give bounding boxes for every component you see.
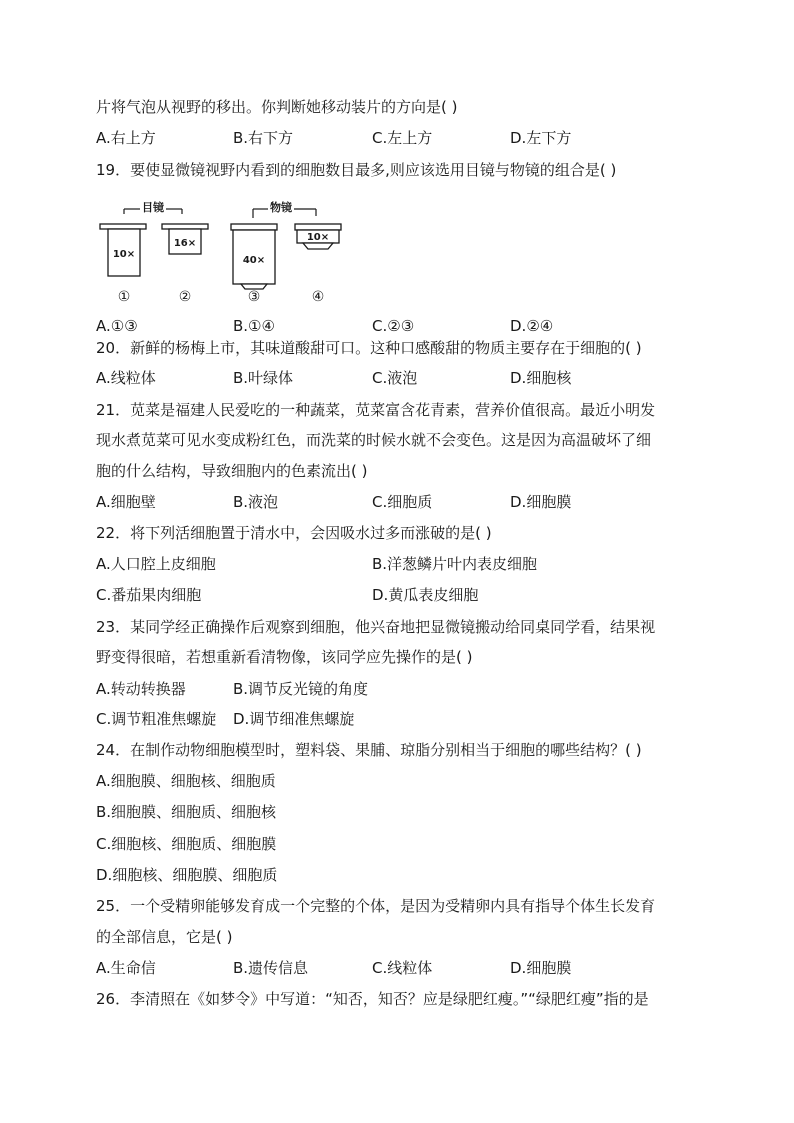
q20-option-b: B.叶绿体 (233, 369, 294, 387)
lens-number-2: ② (178, 289, 192, 305)
q23-option-c: C.调节粗准焦螺旋 (96, 710, 217, 728)
lens-number-3: ③ (247, 289, 261, 305)
q24-option-a: A.细胞膜、细胞核、细胞质 (96, 772, 276, 790)
microscope-lens-figure (96, 194, 356, 306)
q20-option-d: D.细胞核 (510, 369, 572, 387)
q18-option-b: B.右下方 (233, 129, 294, 147)
eyepiece-1-mag: 10× (112, 249, 136, 260)
q18-text: 片将气泡从视野的移出。你判断她移动装片的方向是( ) (96, 98, 458, 116)
q24-text: 24．在制作动物细胞模型时，塑料袋、果脯、琼脂分别相当于细胞的哪些结构？( ) (96, 741, 642, 759)
q23-text-line2: 野变得很暗，若想重新看清物像，该同学应先操作的是( ) (96, 648, 473, 666)
objective-label: 物镜 (270, 201, 292, 214)
q25-option-d: D.细胞膜 (510, 959, 572, 977)
q22-option-d: D.黄瓜表皮细胞 (372, 586, 479, 604)
q24-option-b: B.细胞膜、细胞质、细胞核 (96, 803, 277, 821)
q24-option-d: D.细胞核、细胞膜、细胞质 (96, 866, 278, 884)
eyepiece-label: 目镜 (142, 201, 164, 214)
q25-option-b: B.遗传信息 (233, 959, 309, 977)
q21-text-line3: 胞的什么结构，导致细胞内的色素流出( ) (96, 462, 368, 480)
q19-option-c: C.②③ (372, 317, 415, 335)
q22-text: 22．将下列活细胞置于清水中，会因吸水过多而涨破的是( ) (96, 524, 492, 542)
q21-text-line1: 21．苋菜是福建人民爱吃的一种蔬菜，苋菜富含花青素，营养价值很高。最近小明发 (96, 401, 656, 419)
q20-option-a: A.线粒体 (96, 369, 156, 387)
q21-option-a: A.细胞壁 (96, 493, 156, 511)
q24-option-c: C.细胞核、细胞质、细胞膜 (96, 835, 277, 853)
q22-option-c: C.番茄果肉细胞 (96, 586, 202, 604)
q21-text-line2: 现水煮苋菜可见水变成粉红色，而洗菜的时候水就不会变色。这是因为高温破坏了细 (96, 431, 652, 449)
q25-text-line2: 的全部信息，它是( ) (96, 928, 233, 946)
eyepiece-2-mag: 16× (173, 238, 197, 249)
q23-option-a: A.转动转换器 (96, 680, 186, 698)
q18-option-d: D.左下方 (510, 129, 572, 147)
q23-option-d: D.调节细准焦螺旋 (233, 710, 355, 728)
q21-option-b: B.液泡 (233, 493, 279, 511)
q25-text-line1: 25．一个受精卵能够发育成一个完整的个体，是因为受精卵内具有指导个体生长发育 (96, 897, 656, 915)
q21-option-c: C.细胞质 (372, 493, 433, 511)
q18-option-a: A.右上方 (96, 129, 156, 147)
q19-text: 19．要使显微镜视野内看到的细胞数目最多,则应该选用目镜与物镜的组合是( ) (96, 161, 617, 179)
q18-option-c: C.左上方 (372, 129, 433, 147)
q25-option-c: C.线粒体 (372, 959, 433, 977)
q22-option-b: B.洋葱鳞片叶内表皮细胞 (372, 555, 538, 573)
q20-text: 20．新鲜的杨梅上市，其味道酸甜可口。这种口感酸甜的物质主要存在于细胞的( ) (96, 339, 642, 357)
q25-option-a: A.生命信 (96, 959, 156, 977)
q19-option-b: B.①④ (233, 317, 275, 335)
q23-option-b: B.调节反光镜的角度 (233, 680, 369, 698)
q20-option-c: C.液泡 (372, 369, 418, 387)
lens-number-4: ④ (311, 289, 325, 305)
q26-text: 26．李清照在《如梦令》中写道：“知否，知否？应是绿肥红瘦。”“绿肥红瘦”指的是 (96, 990, 649, 1008)
q23-text-line1: 23．某同学经正确操作后观察到细胞，他兴奋地把显微镜搬动给同桌同学看，结果视 (96, 618, 656, 636)
objective-4-mag: 10× (306, 232, 330, 243)
objective-3-mag: 40× (242, 255, 266, 266)
q19-option-a: A.①③ (96, 317, 138, 335)
q22-option-a: A.人口腔上皮细胞 (96, 555, 216, 573)
q21-option-d: D.细胞膜 (510, 493, 572, 511)
lens-number-1: ① (117, 289, 131, 305)
q19-option-d: D.②④ (510, 317, 554, 335)
